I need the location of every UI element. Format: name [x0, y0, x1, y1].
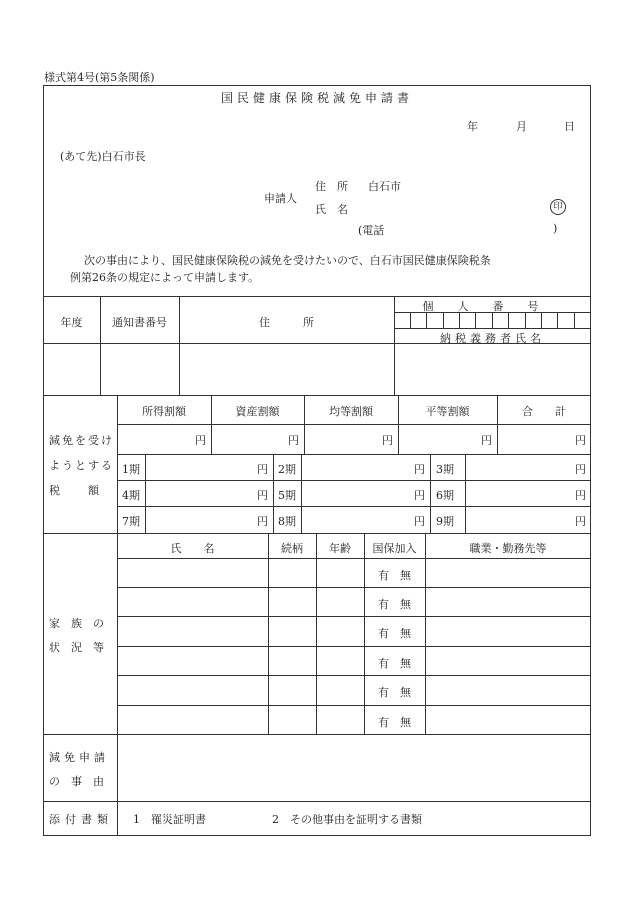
period-label: 7期 — [122, 515, 140, 528]
date-year-label: 年 — [467, 120, 478, 133]
yen-unit: 円 — [257, 463, 268, 476]
yen-unit: 円 — [195, 434, 206, 447]
reason-row-label-1: 減免申請 — [49, 751, 109, 764]
yen-unit: 円 — [575, 489, 586, 502]
period-label: 9期 — [436, 515, 454, 528]
yen-unit: 円 — [288, 434, 299, 447]
flat-levy-header: 平等割額 — [425, 405, 470, 418]
enrollment-header: 国保加入 — [372, 542, 417, 555]
yen-unit: 円 — [414, 463, 425, 476]
family-row-label-2: 状 況 等 — [49, 641, 104, 654]
date-month-label: 月 — [516, 120, 527, 133]
period-label: 1期 — [122, 463, 140, 476]
attachment-row-label: 添付書類 — [49, 813, 113, 826]
tax-row-label-1: 減免を受け — [49, 434, 114, 447]
enrollment-option: 有 無 — [378, 569, 411, 582]
enrollment-option: 有 無 — [378, 716, 411, 729]
taxpayer-name-header: 納税義務者氏名 — [440, 332, 545, 345]
statement-line-1: 次の事由により、国民健康保険税の減免を受けたいので、白石市国民健康保険税条 — [84, 254, 491, 267]
enrollment-option: 有 無 — [378, 598, 411, 611]
statement-line-2: 例第26条の規定によって申請します。 — [70, 271, 260, 284]
yen-unit: 円 — [257, 515, 268, 528]
age-header: 年齢 — [329, 542, 351, 555]
tax-row-label-3: 税 額 — [49, 484, 101, 497]
income-levy-header: 所得割額 — [142, 405, 186, 418]
address-label: 住 所 — [315, 180, 348, 193]
yen-unit: 円 — [382, 434, 393, 447]
period-label: 8期 — [278, 515, 296, 528]
period-label: 4期 — [122, 489, 140, 502]
attachment-item-1: 1 罹災証明書 — [133, 813, 206, 826]
address-header: 住 所 — [259, 316, 314, 329]
enrollment-option: 有 無 — [378, 686, 411, 699]
asset-levy-header: 資産割額 — [235, 405, 280, 418]
family-row-label-1: 家 族 の — [49, 617, 104, 630]
name-label: 氏 名 — [315, 203, 348, 216]
period-label: 6期 — [436, 489, 454, 502]
family-name-header: 氏 名 — [170, 542, 215, 555]
occupation-header: 職業・勤務先等 — [469, 542, 547, 555]
relationship-header: 続柄 — [281, 542, 303, 555]
yen-unit: 円 — [481, 434, 492, 447]
yen-unit: 円 — [414, 489, 425, 502]
notice-number-header: 通知書番号 — [112, 316, 167, 329]
per-capita-levy-header: 均等割額 — [329, 405, 373, 418]
form-title: 国民健康保険税減免申請書 — [220, 91, 413, 105]
addressee: (あて先)白石市長 — [60, 150, 146, 163]
attachment-item-2: 2 その他事由を証明する書類 — [272, 813, 422, 826]
enrollment-option: 有 無 — [378, 627, 411, 640]
reason-row-label-2: の 事 由 — [49, 775, 104, 788]
seal-mark: 印 — [550, 199, 566, 215]
yen-unit: 円 — [575, 463, 586, 476]
year-header: 年度 — [60, 316, 83, 329]
tax-row-label-2: ようとする — [49, 459, 114, 472]
enrollment-option: 有 無 — [378, 657, 411, 670]
period-label: 3期 — [436, 463, 454, 476]
yen-unit: 円 — [414, 515, 425, 528]
period-label: 2期 — [278, 463, 296, 476]
personal-number-header: 個人番号 — [422, 300, 563, 313]
form-number: 様式第4号(第5条関係) — [44, 71, 155, 84]
total-header: 合 計 — [522, 405, 566, 418]
yen-unit: 円 — [575, 434, 586, 447]
yen-unit: 円 — [257, 489, 268, 502]
date-day-label: 日 — [564, 120, 575, 133]
applicant-label: 申請人 — [264, 192, 297, 205]
yen-unit: 円 — [575, 515, 586, 528]
phone-close: ) — [553, 222, 558, 235]
period-label: 5期 — [278, 489, 296, 502]
phone-open: (電話 — [358, 224, 385, 237]
address-value: 白石市 — [368, 180, 401, 193]
